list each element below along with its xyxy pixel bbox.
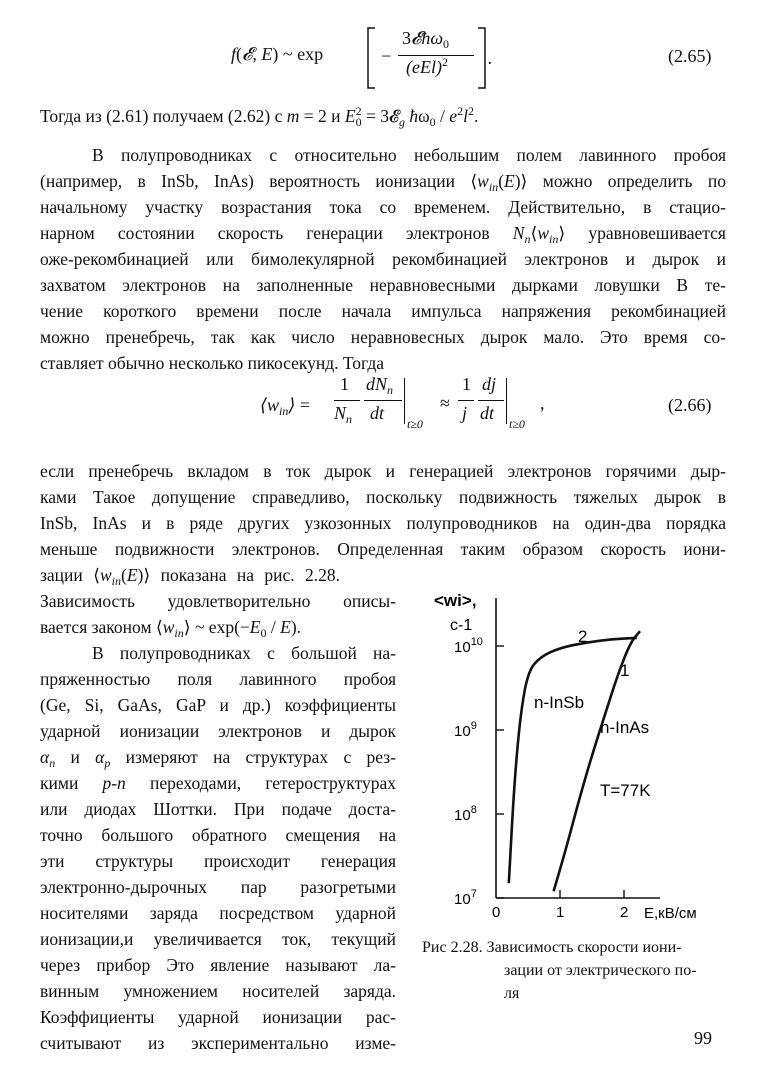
text-line: ионизации,и увеличивается ток, текущий xyxy=(40,929,396,949)
page-number: 99 xyxy=(694,1028,712,1048)
y-tick-label: $10^8$ xyxy=(454,804,477,824)
text-line: винным умножением носителей заряда. xyxy=(40,981,396,1001)
text-line: кими p-n переходами, гетероструктурах xyxy=(40,773,397,793)
book-page: f(𝓔, E) ~ exp − 3𝓔ħω$_0$ (eEl)$^2$ . (2.65) Тогда из (2.61) получаем (2.62) с m = 2 и $E_0^2$ = 3𝓔$_g$ $ħ\omega_0 / e^2l^2$. В полупроводниках с относительно небольшим полем лавинного пробоя (например, в InSb, InAs) вероятность ионизации $⟨w_{in}(E)⟩$ можно определить по начальному участку возрастания тока со временем. Действительно, в стацио- нарном состоянии скорость генерации электронов $N_n⟨w_{in}⟩$ уравновешивается оже-рекомбинацией или бимолекулярной рекомбинацией электронов и дырок и захватом электронов на заполненные неравновесными дырками ловушки В те- чение короткого времени после начала импульса напряжения рекомбинацией можно пренебречь, так как число неравновесных дырок мало. Это время со- ставляет обычно несколько пикосекунд. Тогда $⟨w_{in}⟩$ = 1 $N_n$ $dN_n$ dt t≥0 ≈ 1 j dj dt t≥0 , (2.66) если пренебречь вкладом в ток дырок и генерацией электронов горячими дыр- ками Такое допущение справедливо, поскольку подвижность тяжелых дырок в InSb, InAs и в ряде других узкозонных полупроводников на один-два порядка меньше подвижности электронов. Определенная таким образом скорость иони- зации $⟨w_{in}(E)⟩$ показана на рис. 2.28. Зависимость удовлетворительно описы- вается законом $⟨w_{in}⟩$ ~ $\exp(-E_0 / E)$. В полупроводниках с большой на- пряженностью поля лавинного пробоя (Ge, Si, GaAs, GaP и др.) коэффициенты ударной ионизации электронов и дырок $\alpha_n$ и $\alpha_p$ измеряют на структурах с рез- кими p-n переходами, гетероструктурах или диодах Шоттки. При подаче доста- точно большого обратного смещения на эти структуры происходит генерация электронно-дырочных пар разогретыми носителями заряда посредством ударной ионизации,и увеличивается ток, текущий через прибор Это явление называют ла- винным умножением носителей заряда. Коэффициенты ударной ионизации рас- считывают из экспериментально изме- <wi>, с-1 $10^7$ $10^8$ $10^9$ $10^{10}$ 0 1 2 Е,кВ/см 2 1 n-InSb n-InAs T=77K Рис 2.28. Зависимость скорости иони- зации от электрического по- ля 99 xyxy=(0,0,760,1078)
figure-2-28-chart xyxy=(420,586,720,926)
x-tick-label: 2 xyxy=(620,904,629,921)
y-axis-label-line1: <wi>, xyxy=(434,591,477,610)
text-line: носителями заряда посредством ударной xyxy=(40,903,396,923)
text-line: В полупроводниках с большой на- xyxy=(92,643,396,663)
y-tick-label: $10^7$ xyxy=(454,888,477,908)
text-line: ставляет обычно несколько пикосекунд. Тогда xyxy=(40,353,385,373)
caption-line: зации от электрического по- xyxy=(504,962,697,979)
y-tick-exponent: 10 xyxy=(470,636,483,648)
y-axis-label-line2: с-1 xyxy=(450,617,473,634)
x-ticks xyxy=(492,890,628,921)
text-line: через прибор Это явление называют ла- xyxy=(40,955,396,975)
text-line: оже-рекомбинацией или бимолекулярной рекомбинацией электронов и дырок и xyxy=(40,249,726,269)
text-line: Коэффициенты ударной ионизации рас- xyxy=(40,1007,396,1027)
equation-number-2-66: (2.66) xyxy=(668,395,712,415)
text-line: считывают из экспериментально изме- xyxy=(40,1033,396,1053)
curve-marker-1: 1 xyxy=(620,661,630,680)
text-line: если пренебречь вкладом в ток дырок и генерацией электронов горячими дыр- xyxy=(40,461,726,481)
text-line: точно большого обратного смещения на xyxy=(40,825,396,845)
label-n-inas: n-InAs xyxy=(600,718,650,737)
x-tick-label: 1 xyxy=(556,904,565,921)
text-line: чение короткого времени после начала импульса напряжения рекомбинацией xyxy=(40,301,726,321)
text-line: вается законом $⟨w_{in}⟩$ ~ $\exp(-E_0 / E)$. xyxy=(40,617,302,640)
y-tick-label: $10^9$ xyxy=(454,720,477,740)
label-temperature: T=77K xyxy=(600,781,651,800)
text-line: InSb, InAs и в ряде других узкозонных полупроводников на один-два порядка xyxy=(40,513,726,533)
text-line: захватом электронов на заполненные неравновесными дырками ловушки В те- xyxy=(40,275,726,295)
text-line: пряженностью поля лавинного пробоя xyxy=(40,669,396,689)
x-tick-label: 0 xyxy=(492,904,501,921)
text-line: начальному участку возрастания тока со временем. Действительно, в стацио- xyxy=(40,197,726,217)
text-line: электронно-дырочных пар разогретыми xyxy=(40,877,396,897)
text-line: В полупроводниках с относительно небольшим полем лавинного пробоя xyxy=(92,145,726,165)
text-line: (Ge, Si, GaAs, GaP и др.) коэффициенты xyxy=(40,695,396,715)
text-line: или диодах Шоттки. При подаче доста- xyxy=(40,799,396,819)
x-axis-label: Е,кВ/см xyxy=(644,905,697,922)
text-line: нарном состоянии скорость генерации электронов $N_n⟨w_{in}⟩$ уравновешивается xyxy=(40,223,726,246)
y-tick-exponent: 8 xyxy=(470,804,477,816)
equation-number-2-65: (2.65) xyxy=(668,46,712,66)
text-line: (например, в InSb, InAs) вероятность ионизации $⟨w_{in}(E)⟩$ можно определить по xyxy=(40,171,726,194)
eq265-denominator: (eEl)$^2$ xyxy=(406,55,448,77)
fraction-bar xyxy=(398,55,474,56)
text-line: эти структуры происходит генерация xyxy=(40,851,396,871)
caption-line: ля xyxy=(504,985,520,1002)
text-line: ударной ионизации электронов и дырок xyxy=(40,721,396,741)
bracket-right xyxy=(476,26,488,90)
label-n-insb: n-InSb xyxy=(534,693,585,712)
curve-marker-2: 2 xyxy=(578,627,588,646)
y-tick-exponent: 7 xyxy=(470,888,477,900)
text-line: ками Такое допущение справедливо, поскольку подвижность тяжелых дырок в xyxy=(40,487,726,507)
y-tick-exponent: 9 xyxy=(470,720,477,732)
text-line: $\alpha_n$ и $\alpha_p$ измеряют на структурах с рез- xyxy=(40,747,396,770)
y-axis-label xyxy=(434,591,477,634)
bracket-left xyxy=(365,26,377,90)
text-line: Зависимость удовлетворительно описы- xyxy=(40,591,396,611)
caption-line: Рис 2.28. Зависимость скорости иони- xyxy=(422,939,682,956)
text-line: можно пренебречь, так как число неравновесных дырок мало. Это время со- xyxy=(40,327,726,347)
text-line: меньше подвижности электронов. Определенная таким образом скорость иони- xyxy=(40,539,726,559)
eq265-numerator: 3𝓔ħω$_0$ xyxy=(402,28,450,51)
text-line: Тогда из (2.61) получаем (2.62) с m = 2 и $E_0^2$ = 3𝓔$_g$ $ħ\omega_0 / e^2l^2$. xyxy=(40,104,479,129)
text-line: зации $⟨w_{in}(E)⟩$ показана на рис. 2.28. xyxy=(40,565,341,588)
figure-caption xyxy=(422,936,734,1005)
y-tick-label: $10^{10}$ xyxy=(454,636,483,656)
